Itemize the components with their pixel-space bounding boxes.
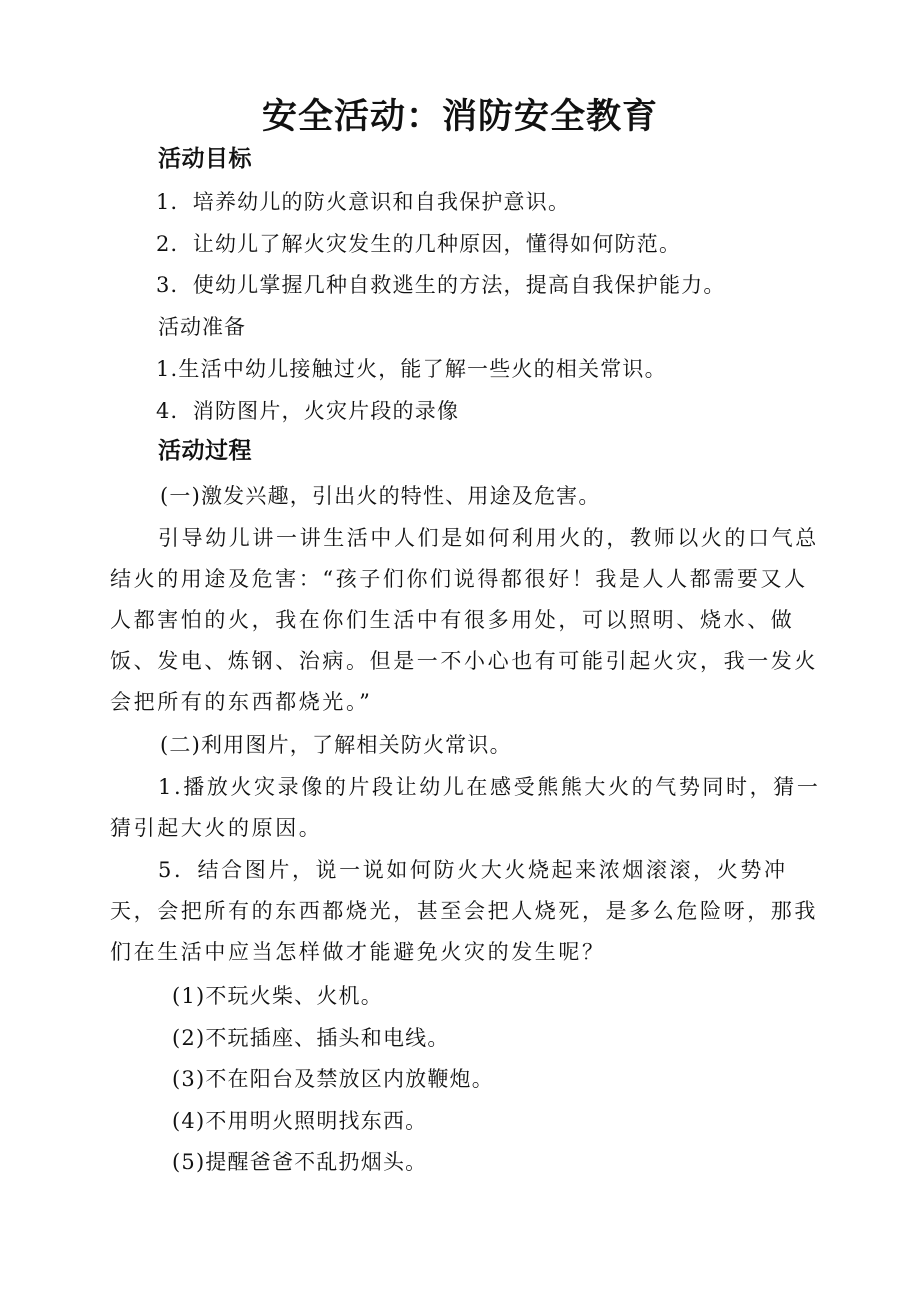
rule-item-4: (4)不用明火照明找东西。 — [172, 1109, 428, 1133]
section-1-paragraph: 引导幼儿讲一讲生活中人们是如何利用火的，教师以火的口气总结火的用途及危害：“孩子们你们说得都很好！我是人人都需要又人人都害怕的火，我在你们生活中有很多用处，可以照明、烧水、做饭、发电、炼钢、治病。但是一不小心也有可能引起火灾，我一发火会把所有的东西都烧光。” — [110, 526, 819, 714]
section-2-title: (二)利用图片，了解相关防火常识。 — [160, 733, 512, 757]
section-2-paragraph-1: 1.播放火灾录像的片段让幼儿在感受熊熊大火的气势同时，猜一猜引起大火的原因。 — [110, 775, 821, 840]
goal-item-2: 2．让幼儿了解火灾发生的几种原因，懂得如何防范。 — [156, 232, 682, 256]
rule-item-1: (1)不玩火柴、火机。 — [172, 984, 383, 1008]
goal-item-3: 3．使幼儿掌握几种自救逃生的方法，提高自我保护能力。 — [156, 273, 726, 297]
goal-item-1: 1．培养幼儿的防火意识和自我保护意识。 — [156, 190, 571, 214]
preparation-item-2: 4．消防图片，火灾片段的录像 — [156, 399, 460, 423]
section-2-paragraph-2: 5．结合图片，说一说如何防火大火烧起来浓烟滚滚，火势冲天，会把所有的东西都烧光，甚至会把人烧死，是多么危险呀，那我们在生活中应当怎样做才能避免火灾的发生呢？ — [110, 858, 818, 964]
rule-item-5: (5)提醒爸爸不乱扔烟头。 — [172, 1150, 428, 1174]
rule-item-2: (2)不玩插座、插头和电线。 — [172, 1026, 450, 1050]
rule-item-3: (3)不在阳台及禁放区内放鞭炮。 — [172, 1067, 494, 1091]
goals-heading: 活动目标 — [158, 146, 252, 172]
preparation-item-1: 1.生活中幼儿接触过火，能了解一些火的相关常识。 — [156, 357, 667, 381]
preparation-heading: 活动准备 — [158, 315, 246, 339]
section-1-title: (一)激发兴趣，引出火的特性、用途及危害。 — [160, 484, 601, 508]
process-heading: 活动过程 — [158, 438, 252, 464]
document-title: 安全活动：消防安全教育 — [261, 97, 658, 137]
